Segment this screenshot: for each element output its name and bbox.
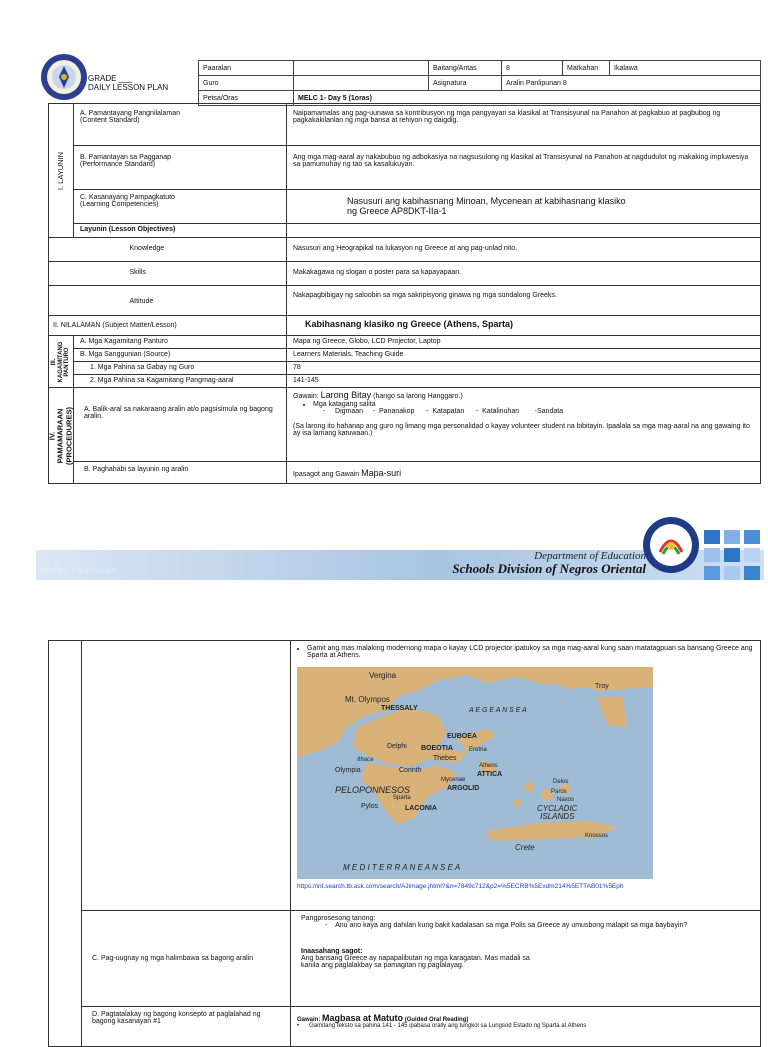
map-label-argolid: ARGOLID: [447, 785, 480, 792]
lesson-objectives-label: Layunin (Lesson Objectives): [74, 224, 287, 238]
map-label-troy: Troy: [595, 683, 609, 690]
gawain-title: Mapa-suri: [361, 468, 402, 478]
gawain-prefix: Gawain:: [297, 1017, 321, 1023]
lm-pages-label: 2. Mga Pahina sa Kagamitang Pangmag-aaral: [74, 375, 287, 388]
school-value[interactable]: [294, 61, 429, 76]
map-label-delphi: Delphi: [387, 743, 407, 750]
map-source-link[interactable]: https://int.search.tb.ask.com/search/AJimage.jhtml?&n=7849c712&p2=%5ECRB%5Exdm214%5ETTAB01%5Eph: [297, 883, 624, 890]
tg-pages-label: 1. Mga Pahina sa Gabay ng Guro: [74, 362, 287, 375]
perf-std-value: Ang mga mag-aaral ay nakabubuo ng adbokasiya na nagsusulong ng klasikal at Transisyunal na Panahon at nagdudulot ng makaking impluwesiya sa pamumuhay ng tao sa kasalukuyan.: [287, 146, 761, 190]
objectives-section-label: I. LAYUNIN: [55, 151, 65, 190]
expected-answer-text: Ang bansang Greece ay napapalibutan ng mga karagatan. Mas madali sa kanila ang paglalakbay sa pamagitan ng paglalayag.: [301, 955, 530, 969]
list-item: • Gamit ang mas malaking modernong mapa o kayay LCD projector ipatukoy sa mga mag-aaral kung saan matatagpuan sa bansang Greece ang Sparta at Athens.: [307, 645, 754, 659]
tg-pages-value: 78: [287, 362, 761, 375]
banner-subject: Araling Panlipunan: [40, 566, 117, 575]
map-label-paros: Paros: [551, 789, 567, 795]
knowledge-label: Knowledge: [74, 238, 287, 262]
materials-value: Mapa ng Greece, Globo, LCD Projector, Laptop: [287, 336, 761, 349]
materials-label: A. Mga Kagamitang Panturo: [74, 336, 287, 349]
quarter-label: Markahan: [563, 61, 610, 76]
banner-deped: Department of Education: [534, 550, 646, 562]
deped-seal-logo: [40, 53, 88, 101]
question-title: Pangprosesong tanong:: [301, 915, 376, 922]
lesson-plan-table-page-2: [48, 640, 761, 1047]
map-label-pylos: Pylos: [361, 803, 379, 810]
resources-section: [49, 336, 74, 388]
procedure-a-label: A. Balik-aral sa nakaraang aralin at/o pagsisimula ng bagong aralin.: [74, 388, 287, 462]
map-label-boeotia: BOEOTIA: [421, 745, 453, 752]
lm-pages-value: 141-145: [287, 375, 761, 388]
resources-section-label: III. KAGAMITANG PANTURO: [51, 341, 71, 382]
objectives-section: [49, 104, 74, 238]
map-label-corinth: Corinth: [399, 767, 422, 774]
map-label-crete: Crete: [515, 843, 535, 852]
sources-value: Learners Materials, Teaching Guide: [287, 349, 761, 362]
map-label-cycladic: CYCLADIC ISLANDS: [537, 804, 578, 821]
map-label-mediterranean: M E D I T E R R A N E A N S E A: [343, 863, 461, 872]
list-item: • Mga katagang salita: [313, 401, 754, 408]
expected-answer-label: Inaasahang sagot:: [301, 948, 363, 955]
lesson-objectives-value: [287, 224, 761, 238]
knowledge-value: Nasusuri ang Heograpikal na lukasyon ng Greece at ang pag-unlad nito.: [287, 238, 761, 262]
content-label: II. NILALAMAN (Subject Matter/Lesson): [49, 316, 287, 336]
decorative-tiles: [702, 528, 762, 582]
map-label-vergina: Vergina: [369, 671, 397, 680]
words-list: - Digmaan - Pananakop - Katapatan - Katalinuhan -Sandata: [323, 408, 564, 415]
date-label: Petsa/Oras: [199, 91, 294, 106]
procedure-b-value: [287, 462, 761, 484]
competency-value: Nasusuri ang kabihasnang Minoan, Mycenean at kabihasnang klasiko ng Greece AP8DKT-IIa-1: [287, 190, 761, 224]
list-item: • Gamitang teksto sa pahina 141 - 145 ipabasa orally ang tungkol sa Lungsod Estado ng Sparta at Athens: [297, 1023, 587, 1029]
activity-description: (Sa larong ito hahanap ang guro ng limang mga personalidad o kayay volunteer student na bibitayin. Ipaalala sa mga mag-aaral na ang gawaing ito ay isa lamang katuwaan.): [293, 423, 750, 437]
content-std-value: Naipamamalas ang pag-uunawa sa kontribusyon ng mga pangyayari sa klasikal at Transisyunal na Panahon at pagkabuo at pagbubog ng pagkakakilanlan ng mga bansa at rehiyon ng daigdig.: [287, 104, 761, 146]
content-std-label: A. Pamantayang Pangnilalaman (Content Standard): [74, 104, 287, 146]
map-label-mycenae: Mycenae: [441, 777, 466, 783]
map-label-athens: Athens: [479, 763, 498, 769]
map-label-laconia: LACONIA: [405, 805, 437, 812]
perf-std-label: B. Pamantayan sa Pagganap (Performance Standard): [74, 146, 287, 190]
footer-banner: [36, 530, 764, 582]
quarter-value: Ikalawa: [610, 61, 761, 76]
teacher-value[interactable]: [294, 76, 429, 91]
procedures-section-label: IV. PAMAMARAAN (PROCEDURES): [47, 406, 74, 465]
procedure-c-value: [291, 911, 761, 1007]
procedure-a-value: [287, 388, 761, 462]
map-label-naxos: Naxos: [557, 797, 575, 803]
procedures-section: [49, 388, 74, 484]
date-value: MELC 1- Day 5 (1oras): [294, 91, 761, 106]
question-text: - Anu ano kaya ang dahilan kung bakit kadalasan sa mga Polis sa Greece ay umusbong malapit sa mga baybayin?: [325, 922, 688, 929]
lesson-plan-table: [48, 103, 761, 484]
attitude-label: Attitude: [74, 286, 287, 316]
header-table: [84, 60, 761, 106]
subject-label: Asignatura: [429, 76, 502, 91]
gawain-title: Larong Bitay: [320, 390, 372, 400]
school-label: Paaralan: [199, 61, 294, 76]
map-label-peloponnesos: PELOPONNESOS: [335, 785, 411, 795]
competency-label: C. Kasanayang Pampagkatuto (Learning Competencies): [74, 190, 287, 224]
gawain-note: (Guided Oral Reading): [404, 1017, 469, 1023]
map-label-aegean: A E G E A N S E A: [469, 707, 527, 714]
subject-value: Aralin Panlipunan 8: [502, 76, 761, 91]
map-label-olympos: Mt. Olympos: [345, 695, 390, 704]
attitude-value: Nakapagbibigay ng saloobin sa mga sakripisyong ginawa ng mga sundalong Greeks.: [287, 286, 761, 316]
skills-label: Skills: [74, 262, 287, 286]
plan-title: DAILY LESSON PLAN: [88, 83, 169, 92]
map-label-ithaca: Ithaca: [357, 757, 374, 763]
grade-level-value: 8: [502, 61, 563, 76]
map-label-delos: Delos: [553, 779, 569, 785]
greece-map: [297, 667, 653, 879]
gawain-prefix: Gawain:: [293, 393, 319, 400]
procedure-c-label: C. Pag-uugnay ng mga halimbawa sa bagong aralin: [82, 911, 291, 1007]
expected-answer: [301, 941, 754, 969]
division-seal-logo: [642, 516, 700, 574]
gawain-title: Magbasa at Matuto: [322, 1013, 404, 1023]
gawain-note: (hango sa larong Hanggaro.): [373, 393, 463, 400]
grade-level-label: Baitang/Antas: [429, 61, 502, 76]
map-label-euboea: EUBOEA: [447, 733, 477, 740]
map-label-thebes: Thebes: [433, 755, 457, 762]
banner-sdo: Schools Division of Negros Oriental: [452, 561, 646, 576]
procedure-d-value: [291, 1007, 761, 1047]
teacher-label: Guro: [199, 76, 294, 91]
sources-label: B. Mga Sanggunian (Source): [74, 349, 287, 362]
map-label-knossos: Knossos: [585, 833, 609, 839]
grade-label: GRADE ___: [88, 74, 133, 83]
map-label-olympia: Olympia: [335, 767, 361, 774]
map-activity-cell: [291, 641, 761, 911]
procedure-d-label: D. Pagtatalakay ng bagong konsepto at paglalahad ng bagong kasanayan #1: [82, 1007, 291, 1047]
map-label-attica: ATTICA: [477, 771, 503, 778]
content-value: Kabihasnang klasiko ng Greece (Athens, Sparta): [287, 316, 761, 336]
skills-value: Makakagawa ng slogan o poster para sa kapayapaan.: [287, 262, 761, 286]
map-label-sparta: Sparta: [393, 795, 411, 801]
map-label-thessaly: THESSALY: [381, 705, 418, 712]
gawain-prefix: Ipasagot ang Gawain: [293, 471, 360, 478]
procedure-b-label: B. Paghahabi sa layunin ng aralin: [74, 462, 287, 484]
map-label-eretria: Eretria: [469, 747, 487, 753]
